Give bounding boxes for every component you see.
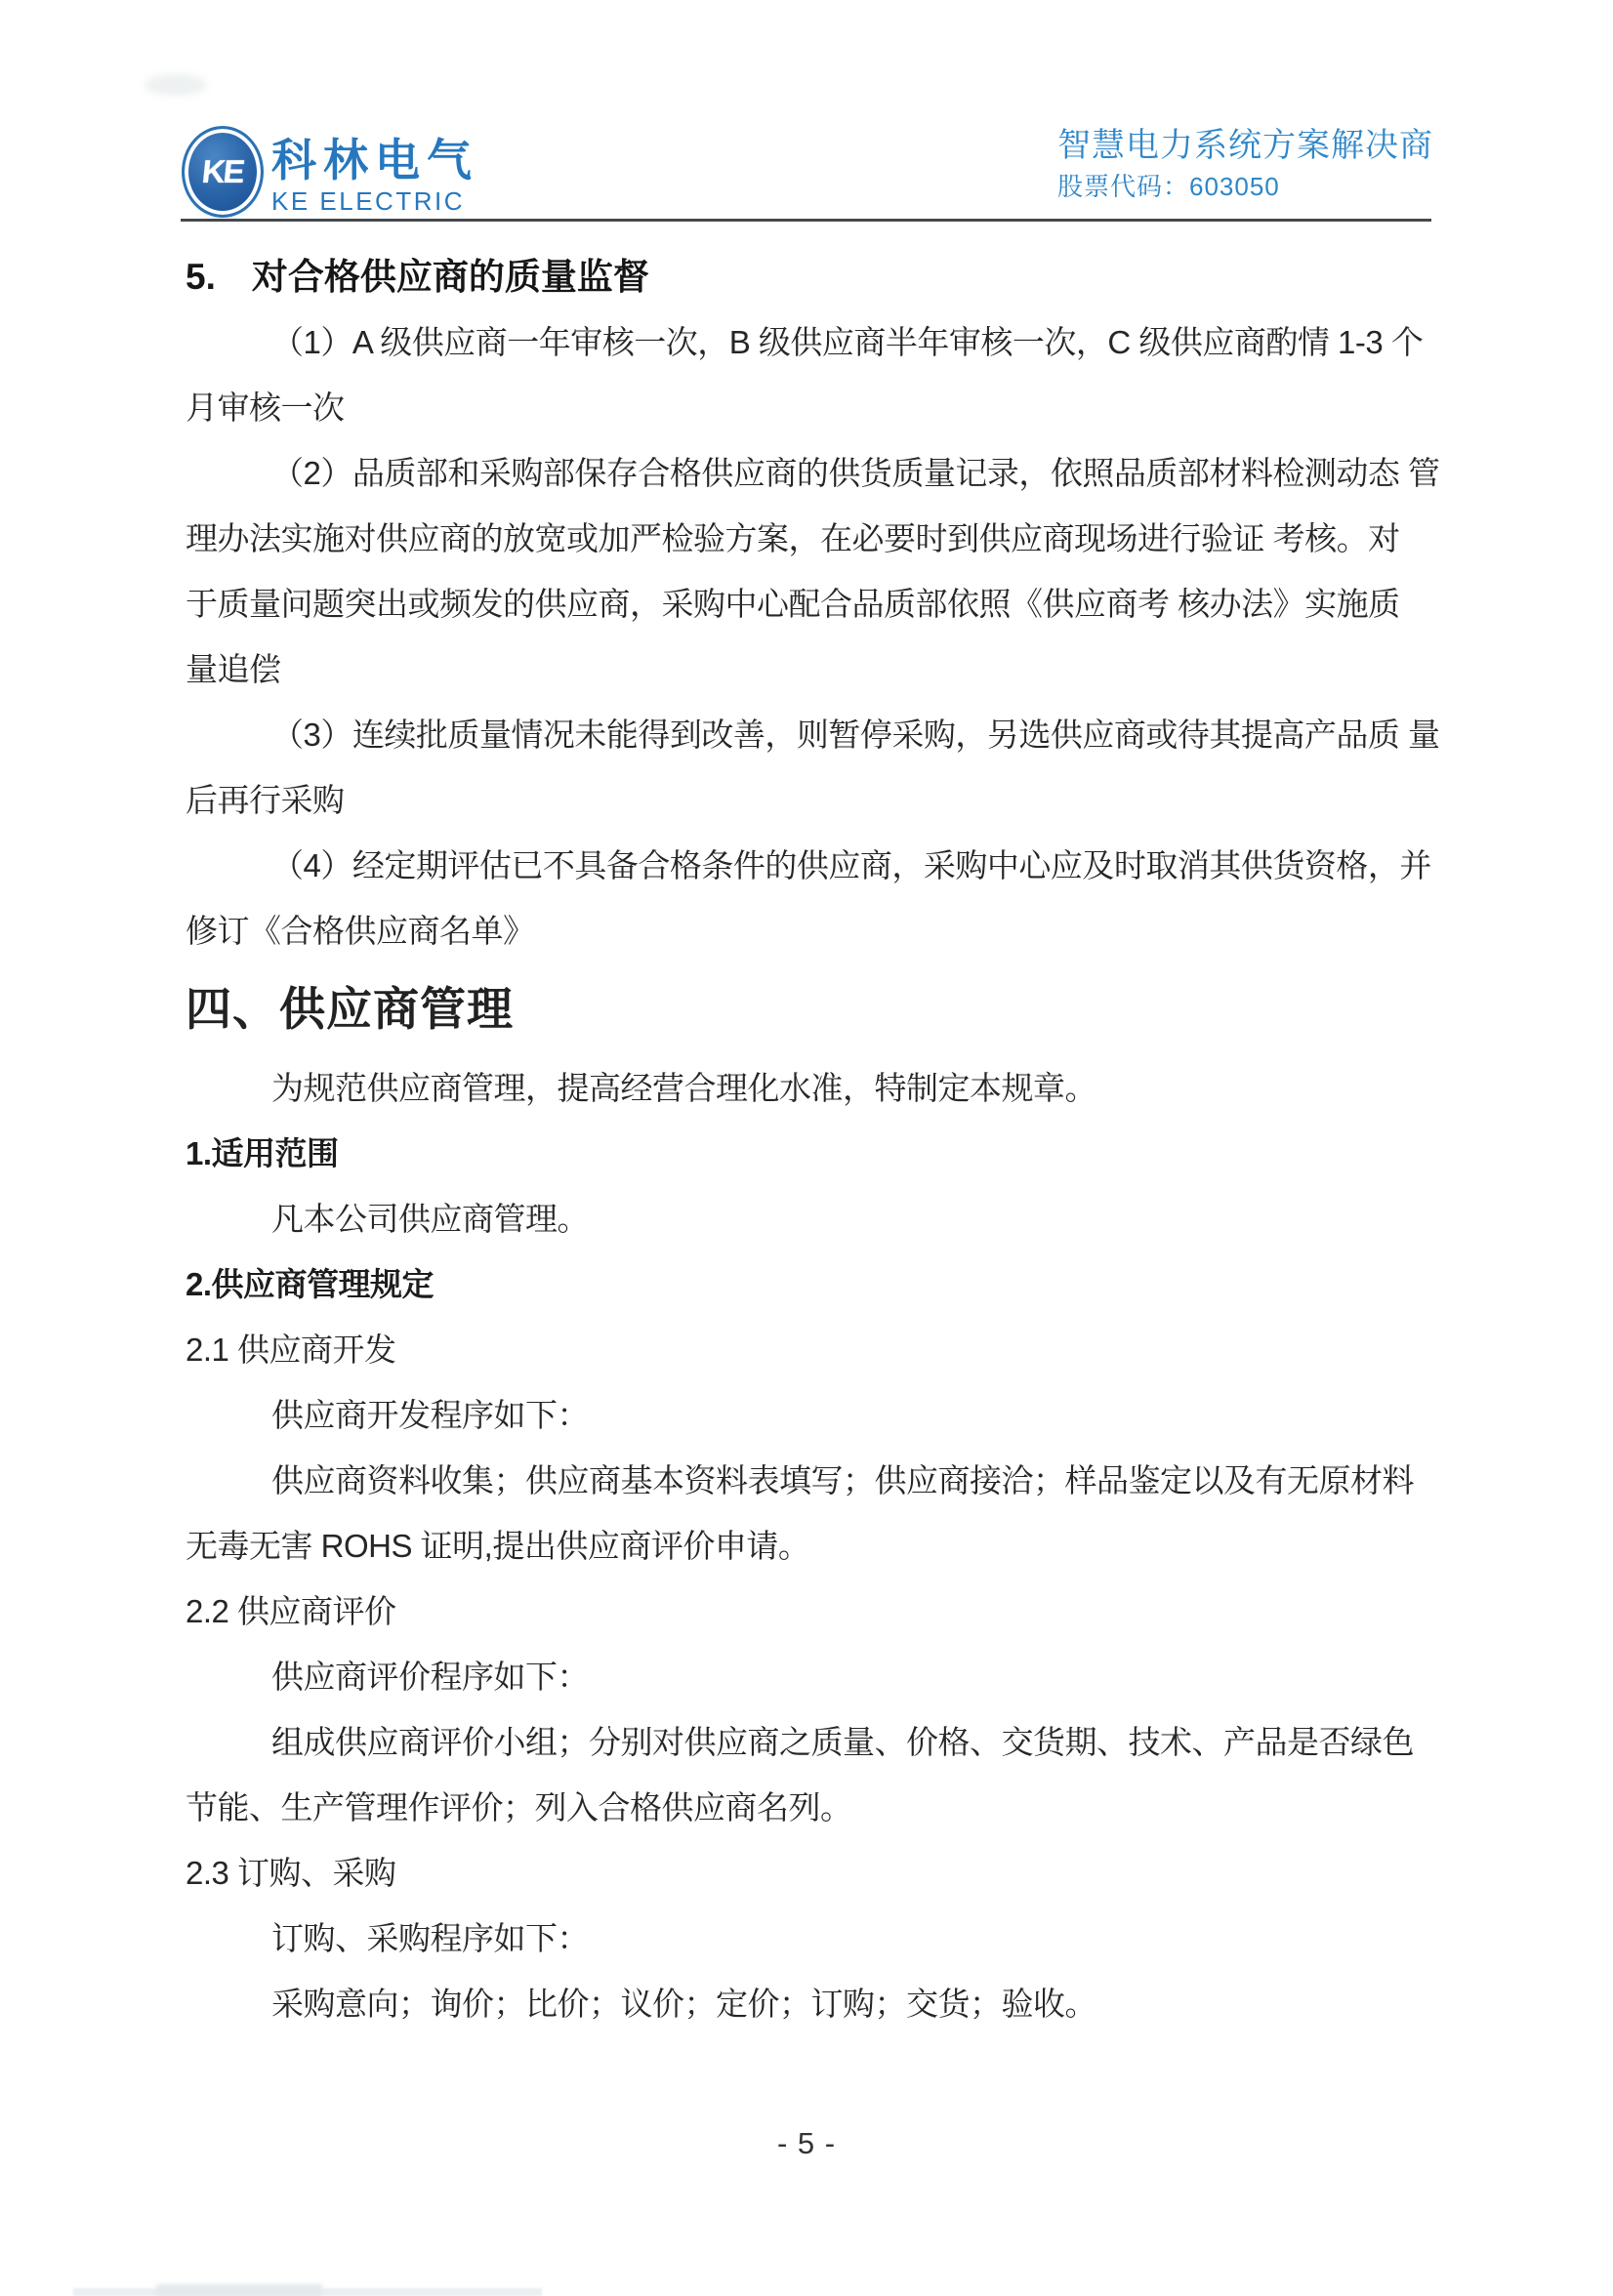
chapter-heading-4: 四、供应商管理 — [186, 983, 514, 1035]
paragraph-line: 无毒无害 ROHS 证明,提出供应商评价申请。 — [186, 1528, 810, 1564]
paragraph-line: 节能、生产管理作评价；列入合格供应商名列。 — [186, 1789, 852, 1825]
subheading-2-3: 2.3 订购、采购 — [186, 1855, 396, 1891]
paragraph-line: 后再行采购 — [186, 782, 345, 818]
paragraph-line: 为规范供应商管理，提高经营合理化水准，特制定本规章。 — [271, 1070, 1096, 1106]
company-name-cn: 科林电气 — [271, 135, 478, 185]
ke-logo-icon — [182, 126, 264, 218]
subheading-rules: 2.供应商管理规定 — [186, 1266, 434, 1302]
company-name-en: KE ELECTRIC — [271, 186, 465, 216]
section-heading-5: 5. 对合格供应商的质量监督 — [186, 257, 649, 297]
paragraph-line: 供应商资料收集；供应商基本资料表填写；供应商接洽；样品鉴定以及有无原材料 — [271, 1462, 1414, 1498]
paragraph-line: （4）经定期评估已不具备合格条件的供应商，采购中心应及时取消其供货资格，并 — [271, 847, 1431, 883]
paragraph-line: （2）品质部和采购部保存合格供应商的供货质量记录，依照品质部材料检测动态 管 — [271, 455, 1440, 491]
paragraph-line: 采购意向；询价；比价；议价；定价；订购；交货；验收。 — [271, 1986, 1096, 2022]
paragraph-line: 修订《合格供应商名单》 — [186, 913, 535, 949]
stock-code: 股票代码：603050 — [1057, 172, 1280, 201]
paragraph-line: 供应商开发程序如下： — [271, 1397, 589, 1433]
paragraph-line: 组成供应商评价小组；分别对供应商之质量、价格、交货期、技术、产品是否绿色 — [271, 1724, 1414, 1760]
paragraph-line: 月审核一次 — [186, 390, 345, 426]
header-right — [1057, 129, 1433, 199]
paragraph-line: 供应商评价程序如下： — [271, 1659, 589, 1695]
scan-smudge-top-left — [145, 74, 207, 96]
paragraph-line: 凡本公司供应商管理。 — [271, 1201, 589, 1237]
paragraph-line: （3）连续批质量情况未能得到改善，则暂停采购，另选供应商或待其提高产品质 量 — [271, 717, 1440, 753]
company-logo-text — [271, 135, 478, 216]
paragraph-line: 理办法实施对供应商的放宽或加严检验方案，在必要时到供应商现场进行验证 考核。对 — [186, 520, 1400, 556]
scan-smudge-bottom-left-dark — [156, 2284, 322, 2296]
document-body — [186, 244, 1445, 2036]
ke-logo-letters: KE — [200, 153, 245, 189]
paragraph-line: 订购、采购程序如下： — [271, 1920, 589, 1956]
header-divider — [181, 219, 1431, 222]
company-tagline: 智慧电力系统方案解决商 — [1057, 127, 1433, 164]
subheading-2-1: 2.1 供应商开发 — [186, 1332, 396, 1368]
page-number: - 5 - — [776, 2126, 837, 2160]
paragraph-line: 于质量问题突出或频发的供应商，采购中心配合品质部依照《供应商考 核办法》实施质 — [186, 586, 1400, 622]
subheading-2-2: 2.2 供应商评价 — [186, 1593, 396, 1629]
subheading-scope: 1.适用范围 — [186, 1135, 339, 1171]
paragraph-line: 量追偿 — [186, 651, 281, 687]
page-footer — [0, 2126, 1613, 2161]
paragraph-line: （1）A 级供应商一年审核一次，B 级供应商半年审核一次，C 级供应商酌情 1-3 个 — [271, 324, 1424, 360]
